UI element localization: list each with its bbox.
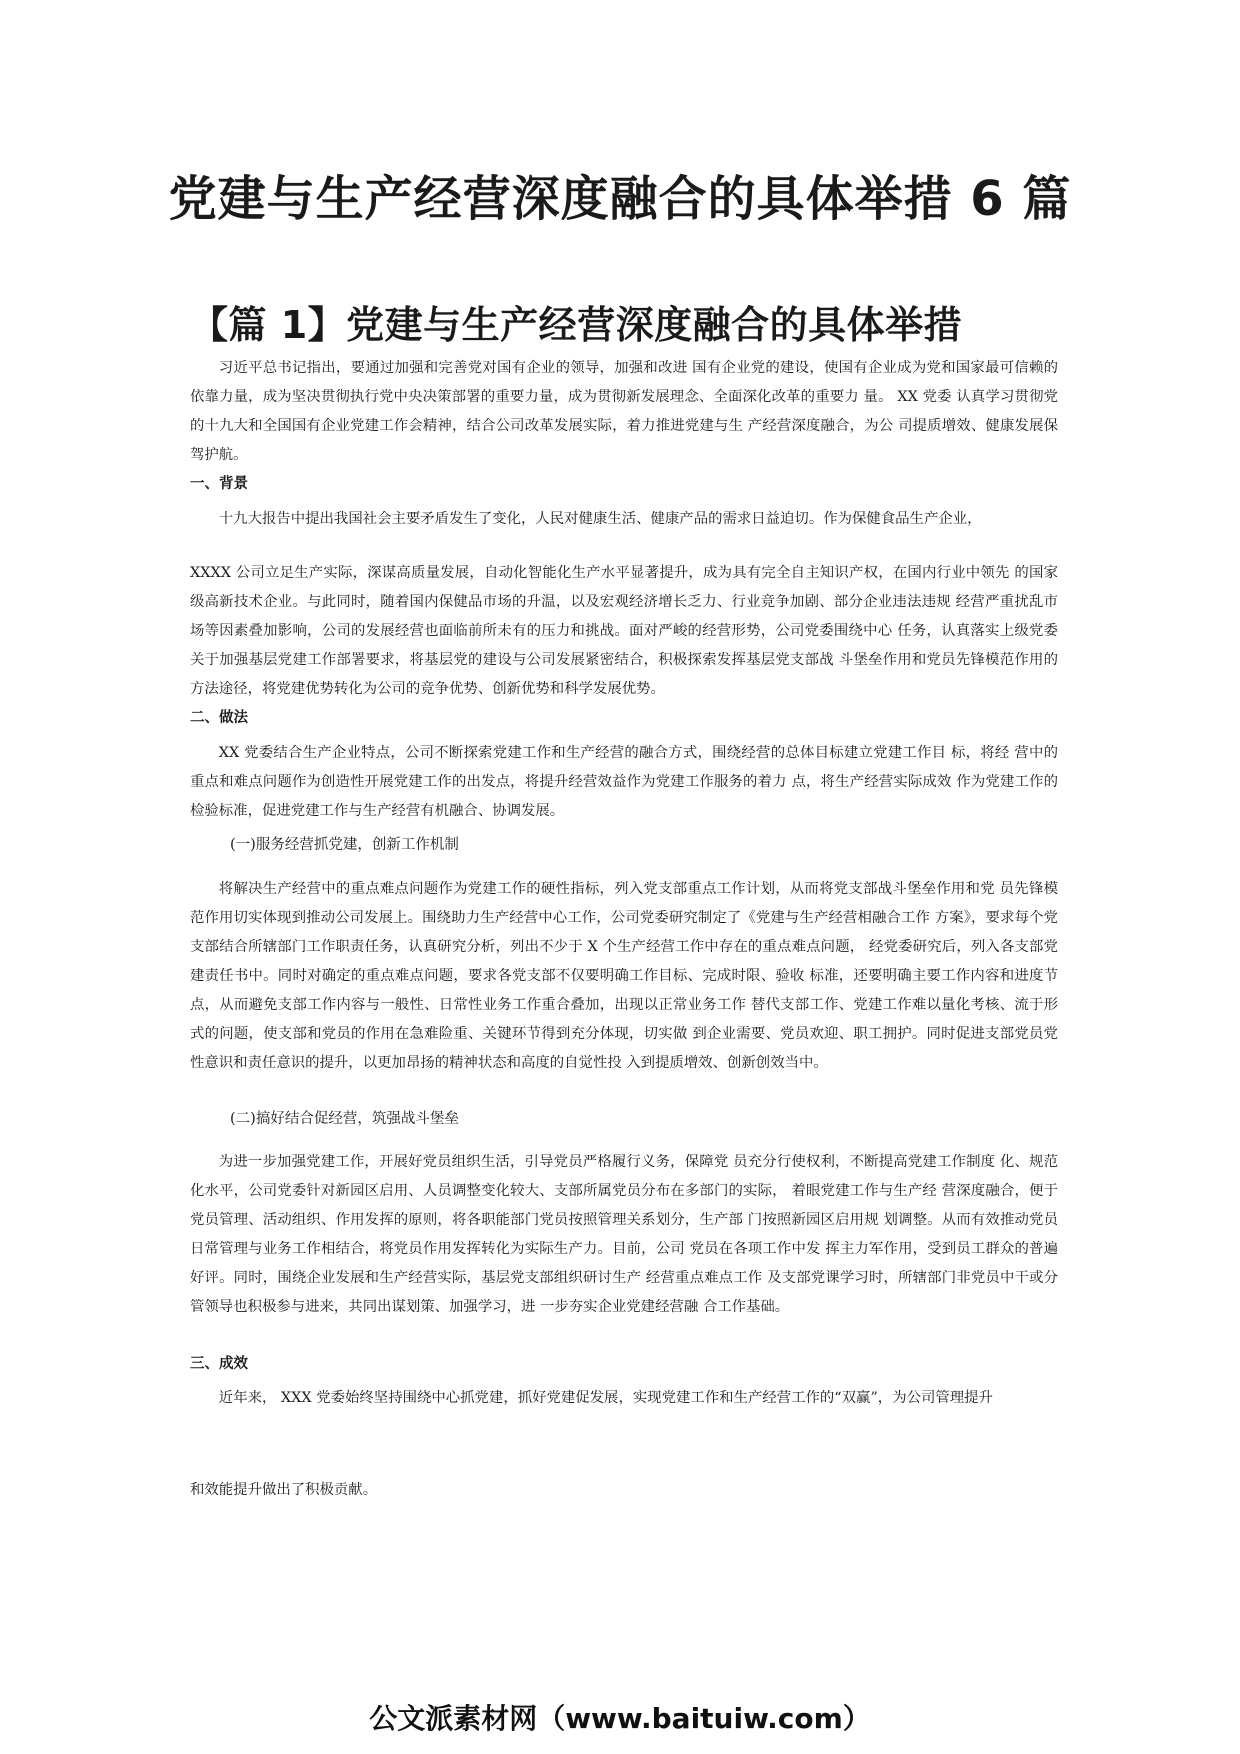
results-paragraph-2: 和效能提升做出了积极贡献。 <box>190 1482 378 1498</box>
document-title: 党建与生产经营深度融合的具体举措 6 篇 <box>168 171 1072 227</box>
subheading-2: (二)搞好结合促经营，筑强战斗堡垒 <box>230 1111 459 1127</box>
method-heading-block <box>190 706 1058 727</box>
heading-method: 二、做法 <box>190 710 248 726</box>
method-intro-block <box>190 739 1058 826</box>
background-block-2 <box>190 559 1058 704</box>
background-block-1 <box>190 505 1058 534</box>
results-block-1 <box>190 1384 1058 1413</box>
subheading-1: (一)服务经营抓党建，创新工作机制 <box>230 837 459 853</box>
heading-background: 一、背景 <box>190 476 248 492</box>
sub1-heading-block <box>190 833 1058 854</box>
background-heading-block <box>190 472 1058 493</box>
results-paragraph-1: 近年来， XXX 党委始终坚持围绕中心抓党建，抓好党建促发展，实现党建工作和生产经营工作的“双赢”，为公司管理提升 <box>218 1390 993 1406</box>
sub2-text-block <box>190 1148 1058 1322</box>
intro-paragraph: 习近平总书记指出，要通过加强和完善党对国有企业的领导，加强和改进 国有企业党的建设，使国有企业成为党和国家最可信赖的依靠力量，成为坚决贯彻执行党中央决策部署的重要力量，成为贯彻新发展理念、全面深化改革的重要力 量。 XX 党委 认真学习贯彻党的十九大和全国国有企业党建工作会精神，结合公司改革发展实际，着力推进党建与生 产经营深度融合，为公 司提质增效、健康发展保驾护航。 <box>190 360 1058 463</box>
heading-results: 三、成效 <box>190 1356 248 1372</box>
background-paragraph-2: XXXX 公司立足生产实际，深谋高质量发展，自动化智能化生产水平显著提升，成为具有完全自主知识产权，在国内行业中领先 的国家级高新技术企业。与此同时，随着国内保健品市场的升温，以及宏观经济增长乏力、行业竞争加剧、部分企业违法违规 经营严重扰乱市场等因素叠加影响，公司的发展经营也面临前所未有的压力和挑战。面对严峻的经营形势，公司党委围绕中心 任务，认真落实上级党委关于加强基层党建工作部署要求，将基层党的建设与公司发展紧密结合，积极探索发挥基层党支部战 斗堡垒作用和党员先锋模范作用的方法途径，将党建优势转化为公司的竞争优势、创新优势和科学发展优势。 <box>190 565 1058 697</box>
subsection-2-paragraph: 为进一步加强党建工作，开展好党员组织生活，引导党员严格履行义务，保障党 员充分行使权利，不断提高党建工作制度 化、规范化水平，公司党委针对新园区启用、人员调整变化较大、支部所属党员分布在多部门的实际， 着眼党建工作与生产经 营深度融合，便于党员管理、活动组织、作用发挥的原则，将各职能部门党员按照管理关系划分，生产部 门按照新园区启用规 划调整。从而有效推动党员日常管理与业务工作相结合，将党员作用发挥转化为实际生产力。目前，公司 党员在各项工作中发 挥主力军作用，受到员工群众的普遍好评。同时，围绕企业发展和生产经营实际，基层党支部组织研讨生产 经营重点难点工作 及支部党课学习时，所辖部门非党员中干或分管领导也积极参与进来，共同出谋划策、加强学习，进 一步夯实企业党建经营融 合工作基础。 <box>190 1154 1058 1315</box>
method-intro-paragraph: XX 党委结合生产企业特点，公司不断探索党建工作和生产经营的融合方式，围绕经营的总体目标建立党建工作目 标，将经 营中的重点和难点问题作为创造性开展党建工作的出发点，将提升经营效益作为党建工作服务的着力 点，将生产经营实际成效 作为党建工作的检验标准，促进党建工作与生产经营有机融合、协调发展。 <box>190 745 1058 819</box>
footer-watermark: 公文派素材网（www.baituiw.com） <box>369 1702 871 1735</box>
subsection-1-paragraph: 将解决生产经营中的重点难点问题作为党建工作的硬性指标，列入党支部重点工作计划，从而将党支部战斗堡垒作用和党 员先锋模范作用切实体现到推动公司发展上。围绕助力生产经营中心工作，公司党委研究制定了《党建与生产经营相融合工作 方案》，要求每个党支部结合所辖部门工作职责任务，认真研究分析，列出不少于 X 个生产经营工作中存在的重点难点问题， 经党委研究后，列入各支部党建责任书中。同时对确定的重点难点问题，要求各党支部不仅要明确工作目标、完成时限、验收 标准，还要明确主要工作内容和进度节点，从而避免支部工作内容与一般性、日常性业务工作重合叠加，出现以正常业务工作 替代支部工作、党建工作难以量化考核、流于形式的问题，使支部和党员的作用在急难险重、关键环节得到充分体现，切实做 到企业需要、党员欢迎、职工拥护。同时促进支部党员党性意识和责任意识的提升，以更加昂扬的精神状态和高度的自觉性投 入到提质增效、创新创效当中。 <box>190 881 1058 1071</box>
intro-block <box>190 354 1058 470</box>
results-block-2 <box>190 1476 1058 1505</box>
results-heading-block <box>190 1352 1058 1373</box>
section-title: 【篇 1】党建与生产经营深度融合的具体举措 <box>190 303 963 347</box>
background-paragraph-1: 十九大报告中提出我国社会主要矛盾发生了变化，人民对健康生活、健康产品的需求日益迫切。作为保健食品生产企业， <box>218 511 982 527</box>
sub1-text-block <box>190 875 1058 1078</box>
sub2-heading-block <box>190 1107 1058 1128</box>
